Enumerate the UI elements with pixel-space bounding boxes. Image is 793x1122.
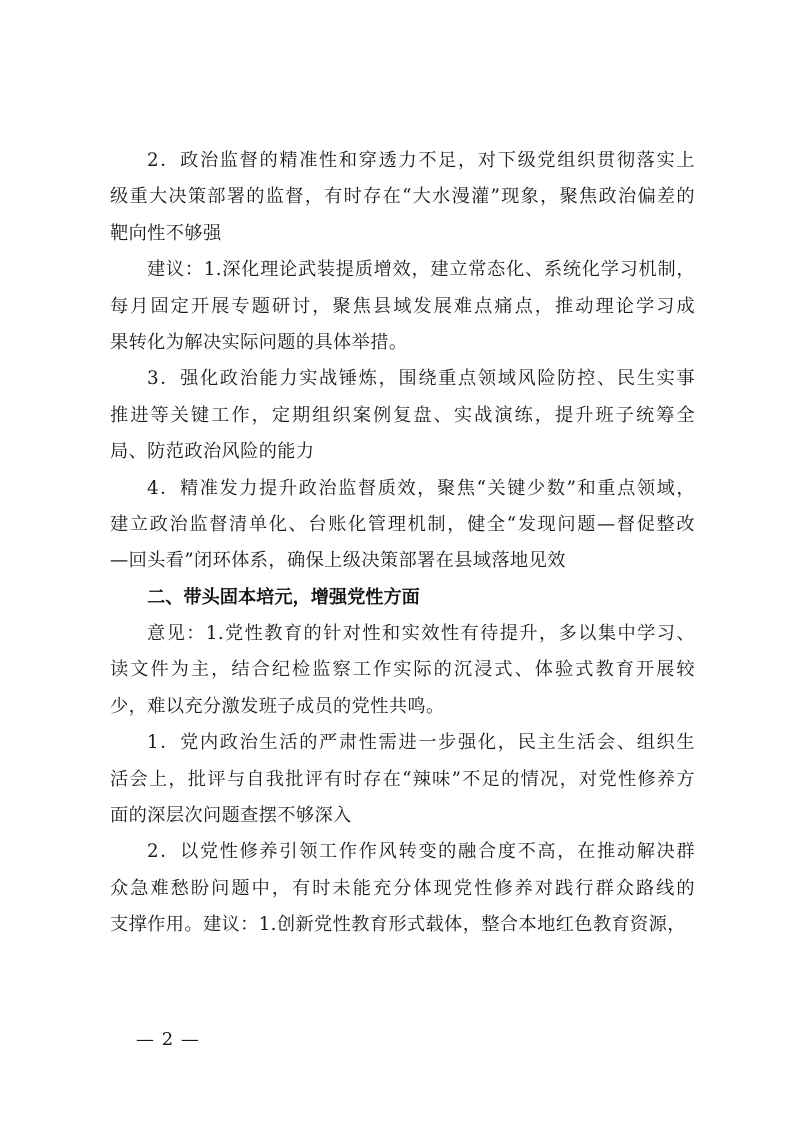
text-line: 少，难以充分激发班子成员的党性共鸣。: [110, 695, 445, 717]
paragraph-political-ability: [110, 361, 695, 470]
paragraph-supervision-efficacy: [110, 471, 695, 580]
paragraph-suggestion-theory: [110, 252, 695, 361]
section-heading: 二、带头固本培元，增强党性方面: [147, 586, 420, 608]
text-line: 众急难愁盼问题中，有时未能充分体现党性修养对践行群众路线的: [110, 877, 695, 899]
text-line: 建立政治监督清单化、台账化管理机制，健全“发现问题—督促整改: [110, 513, 695, 535]
paragraph-opinion-party-education: [110, 616, 695, 725]
text-line: 活会上，批评与自我批评有时存在“辣味”不足的情况，对党性修养方: [110, 768, 695, 790]
document-body: [110, 143, 695, 944]
paragraph-work-style: [110, 834, 695, 943]
text-line: 每月固定开展专题研讨，聚焦县域发展难点痛点，推动理论学习成: [110, 295, 695, 317]
text-line: 4．精准发力提升政治监督质效，聚焦“关键少数”和重点领域，: [147, 477, 695, 499]
text-line: 读文件为主，结合纪检监察工作实际的沉浸式、体验式教育开展较: [110, 659, 695, 681]
text-line: 意见：1.党性教育的针对性和实效性有待提升，多以集中学习、: [147, 623, 695, 645]
text-line: 支撑作用。建议：1.创新党性教育形式载体，整合本地红色教育资源，: [110, 914, 686, 936]
text-line: 面的深层次问题查摆不够深入: [110, 805, 352, 827]
text-line: 级重大决策部署的监督，有时存在“大水漫灌”现象，聚焦政治偏差的: [110, 186, 695, 208]
text-line: 建议：1.深化理论武装提质增效，建立常态化、系统化学习机制，: [147, 259, 695, 281]
text-line: 推进等关键工作，定期组织案例复盘、实战演练，提升班子统筹全: [110, 404, 695, 426]
paragraph-political-supervision-issue: [110, 143, 695, 252]
text-line: 2．以党性修养引领工作作风转变的融合度不高，在推动解决群: [147, 841, 695, 863]
text-line: 3．强化政治能力实战锤炼，围绕重点领域风险防控、民生实事: [147, 368, 695, 390]
page-number: — 2 —: [136, 1029, 200, 1050]
text-line: 2．政治监督的精准性和穿透力不足，对下级党组织贯彻落实上: [147, 150, 695, 171]
text-line: 1．党内政治生活的严肃性需进一步强化，民主生活会、组织生: [147, 732, 695, 754]
text-line: 果转化为解决实际问题的具体举措。: [110, 331, 408, 353]
text-line: 靶向性不够强: [110, 222, 222, 244]
text-line: 局、防范政治风险的能力: [110, 441, 315, 463]
text-line: —回头看”闭环体系，确保上级决策部署在县域落地见效: [110, 550, 566, 572]
paragraph-inner-party-life: [110, 725, 695, 834]
